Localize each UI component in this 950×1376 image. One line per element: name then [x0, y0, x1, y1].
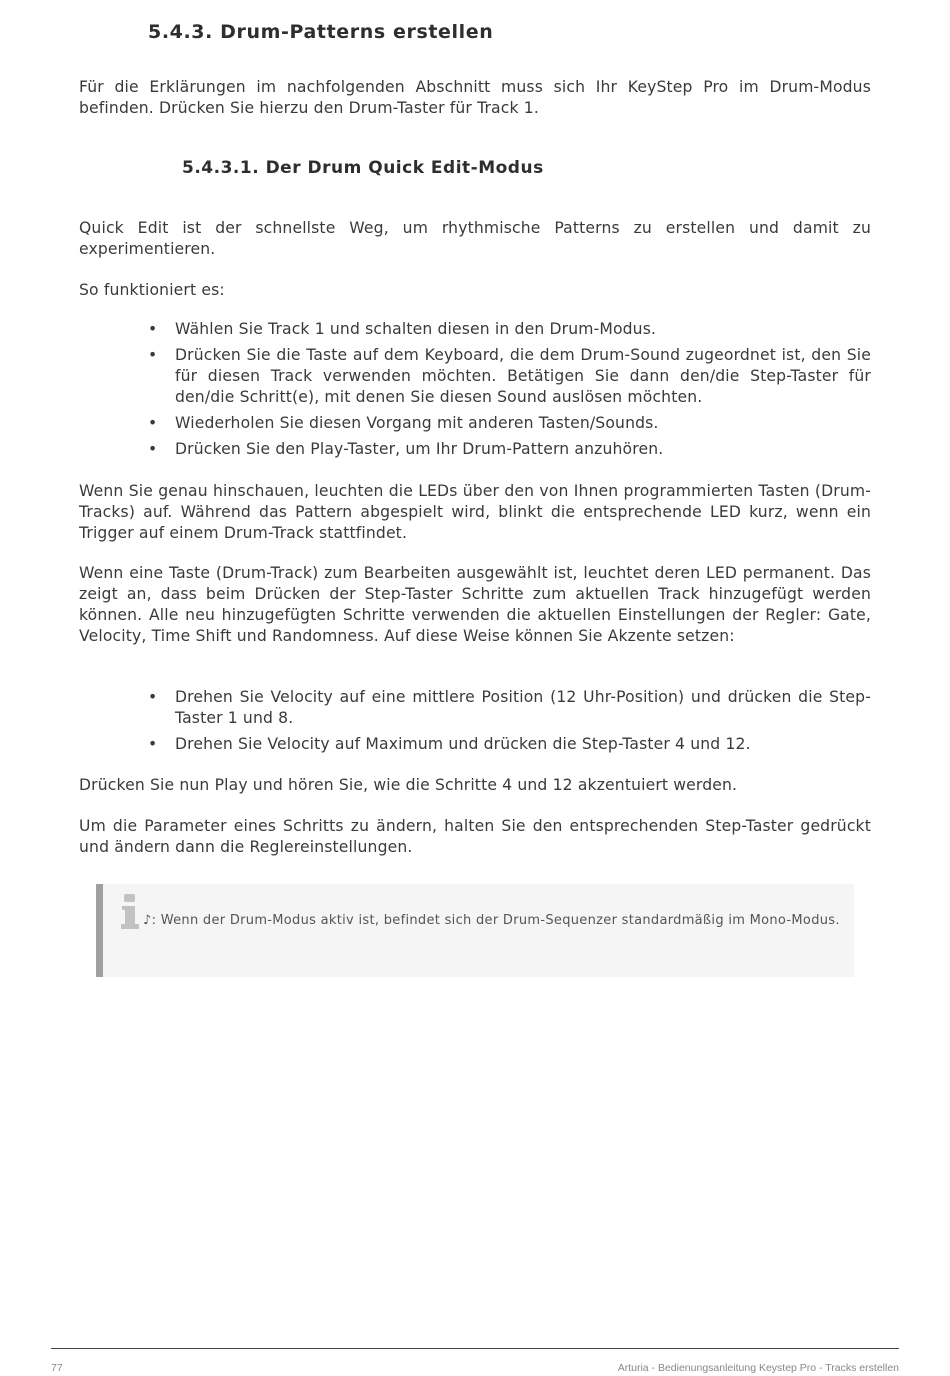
paragraph-how-it-works: So funktioniert es: — [79, 281, 225, 299]
list-item: • Drehen Sie Velocity auf Maximum und drücken die Step-Taster 4 und 12. — [148, 734, 871, 755]
section-intro: Für die Erklärungen im nachfolgenden Abschnitt muss sich Ihr KeyStep Pro im Drum-Modus befinden. Drücken Sie hierzu den Drum-Taster für Track 1. — [79, 78, 871, 117]
accent-steps-list — [148, 687, 871, 760]
subsection-heading: 5.4.3.1. Der Drum Quick Edit-Modus — [182, 158, 544, 178]
paragraph-leds: Wenn Sie genau hinschauen, leuchten die LEDs über den von Ihnen programmierten Tasten (Drum-Tracks) auf. Während das Pattern abgespielt wird, blinkt die entsprechende LED kurz, wenn ein Trigger auf einem Drum-Track stattfindet. — [79, 482, 871, 542]
paragraph-quick-edit: Quick Edit ist der schnellste Weg, um rhythmische Patterns zu erstellen und damit zu experimentieren. — [79, 219, 871, 258]
paragraph-edit-track: Wenn eine Taste (Drum-Track) zum Bearbeiten ausgewählt ist, leuchtet deren LED permanent. Das zeigt an, dass beim Drücken der Step-Taster Schritte zum aktuellen Track hinzugefügt werden können. Alle neu hinzugefügten Schritte verwenden die aktuellen Einstellungen der Regler: Gate, Velocity, Time Shift und Randomness. Auf diese Weise können Sie Akzente setzen: — [79, 564, 871, 645]
list-item: • Drücken Sie den Play-Taster, um Ihr Drum-Pattern anzuhören. — [148, 439, 871, 460]
steps-list — [148, 319, 871, 465]
section-heading: 5.4.3. Drum-Patterns erstellen — [148, 21, 494, 43]
list-item: • Drücken Sie die Taste auf dem Keyboard, die dem Drum-Sound zugeordnet ist, den Sie für diesen Track verwenden möchten. Betätigen Sie dann den/die Step-Taster für den/die Schritt(e), mit denen Sie diesen Sound auslösen möchten. — [148, 345, 871, 408]
paragraph-step-params: Um die Parameter eines Schritts zu ändern, halten Sie den entsprechenden Step-Taster gedrückt und ändern dann die Reglereinstellungen. — [79, 817, 871, 856]
list-item: • Drehen Sie Velocity auf eine mittlere Position (12 Uhr-Position) und drücken die Step-Taster 1 und 8. — [148, 687, 871, 729]
footer-title: Arturia - Bedienungsanleitung Keystep Pro - Tracks erstellen — [617, 1362, 899, 1374]
list-item: • Wiederholen Sie diesen Vorgang mit anderen Tasten/Sounds. — [148, 413, 871, 434]
list-item: • Wählen Sie Track 1 und schalten diesen in den Drum-Modus. — [148, 319, 871, 340]
paragraph-play: Drücken Sie nun Play und hören Sie, wie die Schritte 4 und 12 akzentuiert werden. — [79, 776, 738, 794]
note-text — [121, 910, 841, 931]
note-body: ♪: Wenn der Drum-Modus aktiv ist, befindet sich der Drum-Sequenzer standardmäßig im Mono-Modus. — [143, 913, 840, 928]
page-number: 77 — [51, 1362, 63, 1374]
info-note — [96, 884, 854, 977]
footer-divider — [51, 1348, 899, 1349]
